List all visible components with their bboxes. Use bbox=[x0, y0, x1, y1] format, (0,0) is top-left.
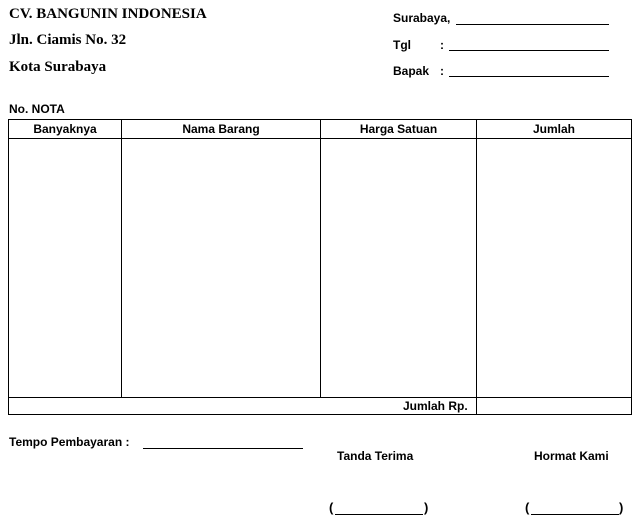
customer-colon: : bbox=[440, 64, 444, 78]
date-colon: : bbox=[440, 38, 444, 52]
regards-sign-close: ) bbox=[619, 500, 624, 515]
received-label: Tanda Terima bbox=[337, 449, 414, 463]
col-header-item-name: Nama Barang bbox=[182, 122, 260, 136]
nota-number-label: No. NOTA bbox=[9, 102, 65, 116]
received-signature-field[interactable] bbox=[335, 514, 423, 515]
received-sign-open: ( bbox=[329, 500, 334, 515]
regards-label: Hormat Kami bbox=[534, 449, 609, 463]
date-label: Tgl bbox=[393, 38, 411, 52]
amount-cell[interactable] bbox=[477, 139, 631, 397]
received-sign-close: ) bbox=[424, 500, 429, 515]
regards-sign-open: ( bbox=[525, 500, 530, 515]
company-address: Jln. Ciamis No. 32 bbox=[9, 32, 127, 48]
company-city: Kota Surabaya bbox=[9, 59, 107, 75]
col-header-quantity: Banyaknya bbox=[33, 122, 97, 136]
regards-signature-field[interactable] bbox=[531, 514, 619, 515]
invoice-table bbox=[8, 119, 632, 415]
customer-label: Bapak bbox=[393, 64, 430, 78]
total-label: Jumlah Rp. bbox=[403, 399, 468, 413]
col-header-amount: Jumlah bbox=[532, 122, 575, 136]
payment-term-label: Tempo Pembayaran : bbox=[9, 435, 130, 449]
date-field[interactable] bbox=[449, 50, 609, 51]
quantity-cell[interactable] bbox=[9, 139, 121, 397]
total-amount-cell[interactable] bbox=[477, 398, 631, 414]
col-header-unit-price: Harga Satuan bbox=[359, 122, 438, 136]
item-name-cell[interactable] bbox=[122, 139, 320, 397]
customer-field[interactable] bbox=[449, 76, 609, 77]
place-label: Surabaya, bbox=[393, 11, 451, 25]
place-date-field[interactable] bbox=[456, 24, 609, 25]
payment-term-field[interactable] bbox=[143, 448, 303, 449]
unit-price-cell[interactable] bbox=[321, 139, 476, 397]
company-name: CV. BANGUNIN INDONESIA bbox=[9, 6, 207, 22]
